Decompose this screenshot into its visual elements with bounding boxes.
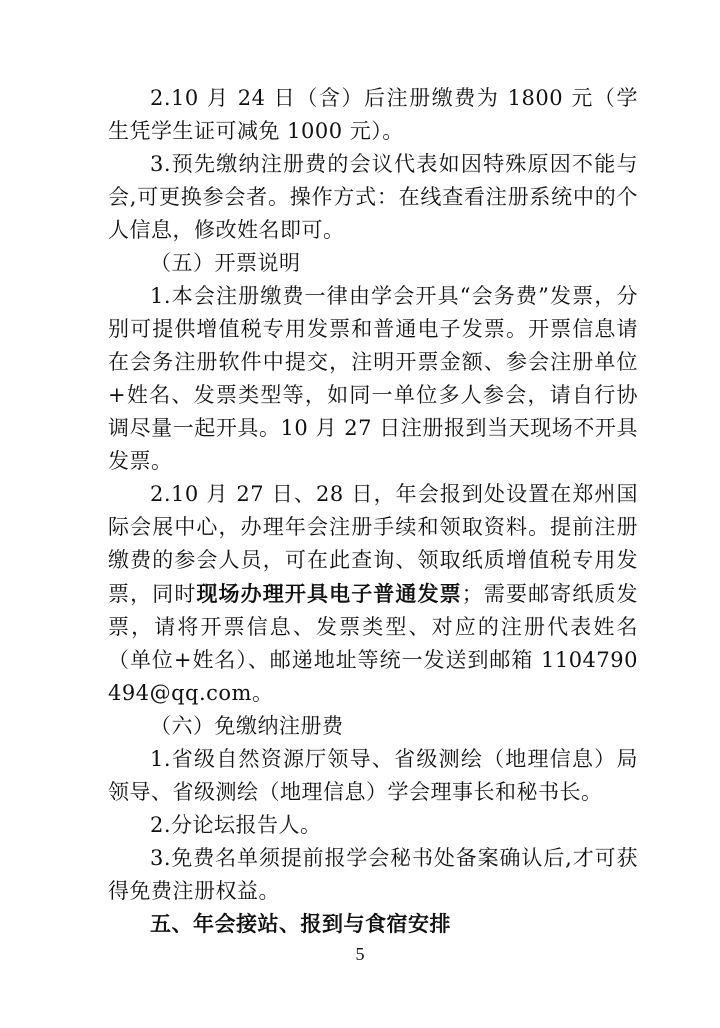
paragraph-waiver-approval: 3.免费名单须提前报学会秘书处备案确认后,才可获得免费注册权益。 <box>108 846 638 903</box>
paragraph-waiver-leaders: 1.省级自然资源厅领导、省级测绘（地理信息）局领导、省级测绘（地理信息）学会理事长和秘书长。 <box>108 747 638 804</box>
paragraph-invoice-types: 1.本会注册缴费一律由学会开具“会务费”发票，分别可提供增值税专用发票和普通电子发票。开票信息请在会务注册软件中提交，注明开票金额、参会注册单位+姓名、发票类型等，如同一单位多人参会，请自行协调尽量一起开具。10 月 27 日注册报到当天现场不开具发票。 <box>108 284 638 473</box>
page-number: 5 <box>355 944 365 964</box>
emphasis-onsite-e-invoice: 现场办理开具电子普通发票 <box>196 581 462 606</box>
paragraph-waiver-speakers: 2.分论坛报告人。 <box>150 813 322 837</box>
paragraph-replace-attendee: 3.预先缴纳注册费的会议代表如因特殊原因不能与会,可更换参会者。操作方式：在线查看注册系统中的个人信息，修改姓名即可。 <box>108 152 638 242</box>
section-heading-invoice: （五）开票说明 <box>150 251 301 275</box>
paragraph-onsite-part-1: 2.10 月 27 日、28 日，年会报到处设置在郑州国际会展中心，办理年会注册手续和领取资料。提前注册缴费的参会人员，可在此查询、领取纸质增值税专用发票，同时 <box>108 482 638 606</box>
document-body <box>108 82 638 941</box>
section-heading-fee-waiver: （六）免缴纳注册费 <box>150 714 344 738</box>
paragraph-onsite-registration <box>108 478 638 710</box>
paragraph-onsite-part-2: ；需要邮寄纸质发票，请将开票信息、发票类型、对应的注册代表姓名（单位+姓名）、邮递地址等统一发送到邮箱 1104790494@qq.com。 <box>108 582 639 705</box>
paragraph-late-registration-fee: 2.10 月 24 日（含）后注册缴费为 1800 元（学生凭学生证可减免 1000 元）。 <box>108 86 638 143</box>
chapter-heading-arrival: 五、年会接站、报到与食宿安排 <box>150 912 451 936</box>
